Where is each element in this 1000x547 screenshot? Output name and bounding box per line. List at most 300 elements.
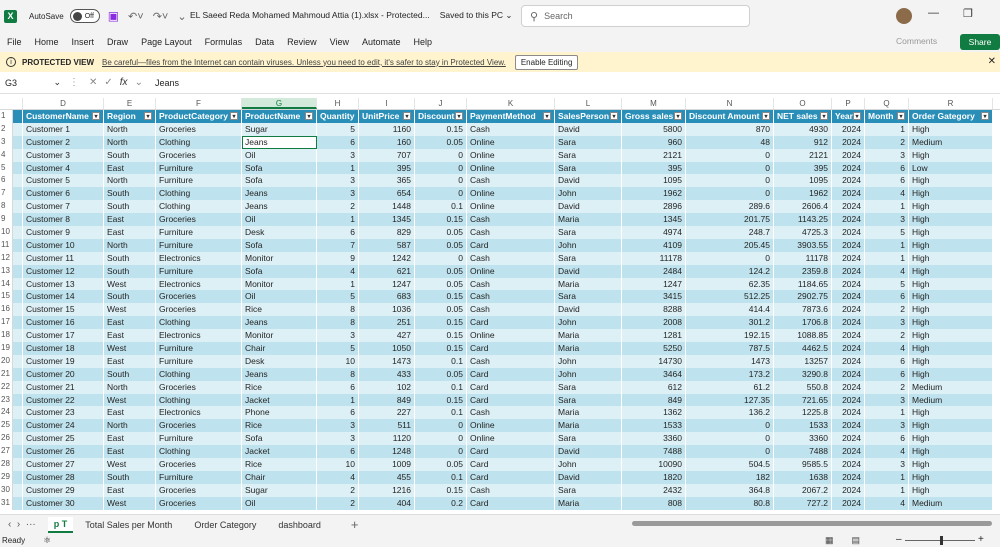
cell[interactable]: 6: [865, 162, 909, 175]
row-number[interactable]: 24: [0, 406, 13, 419]
cell-blank[interactable]: [13, 252, 23, 265]
cell[interactable]: 0.1: [415, 471, 467, 484]
cell[interactable]: 2606.4: [774, 200, 832, 213]
column-header-q[interactable]: Q: [865, 98, 909, 109]
column-header-corner[interactable]: [0, 98, 23, 109]
cell[interactable]: 5: [317, 290, 359, 303]
cell[interactable]: Customer 24: [23, 419, 104, 432]
cell[interactable]: East: [104, 213, 156, 226]
row-number[interactable]: 10: [0, 226, 13, 239]
cell[interactable]: 0: [686, 174, 774, 187]
cell[interactable]: 4: [865, 265, 909, 278]
cell[interactable]: High: [909, 355, 993, 368]
filter-dropdown-icon[interactable]: ▾: [853, 112, 861, 120]
cell-blank[interactable]: [13, 278, 23, 291]
cell[interactable]: Customer 28: [23, 471, 104, 484]
cell[interactable]: High: [909, 265, 993, 278]
cell[interactable]: Customer 14: [23, 290, 104, 303]
cell[interactable]: Rice: [242, 458, 317, 471]
filter-dropdown-icon[interactable]: ▾: [897, 112, 905, 120]
cell[interactable]: 0: [415, 419, 467, 432]
cell[interactable]: John: [555, 187, 622, 200]
cell[interactable]: Card: [467, 239, 555, 252]
cell[interactable]: East: [104, 316, 156, 329]
cell[interactable]: 0.05: [415, 226, 467, 239]
cell[interactable]: Jeans: [242, 316, 317, 329]
cell[interactable]: South: [104, 368, 156, 381]
cell[interactable]: 2: [865, 136, 909, 149]
cell[interactable]: 0.05: [415, 303, 467, 316]
cell[interactable]: 3415: [622, 290, 686, 303]
cell[interactable]: 1: [865, 200, 909, 213]
cell[interactable]: 2024: [832, 265, 865, 278]
cell[interactable]: West: [104, 303, 156, 316]
cell[interactable]: North: [104, 239, 156, 252]
cell[interactable]: 251: [359, 316, 415, 329]
cell[interactable]: Groceries: [156, 123, 242, 136]
cell[interactable]: Cash: [467, 303, 555, 316]
cell[interactable]: 2024: [832, 355, 865, 368]
cell[interactable]: David: [555, 303, 622, 316]
cell[interactable]: 4930: [774, 123, 832, 136]
cell[interactable]: High: [909, 303, 993, 316]
cell[interactable]: 1: [865, 484, 909, 497]
cell[interactable]: 289.6: [686, 200, 774, 213]
cell[interactable]: Oil: [242, 149, 317, 162]
cell[interactable]: David: [555, 265, 622, 278]
cell[interactable]: 80.8: [686, 497, 774, 510]
cell[interactable]: High: [909, 432, 993, 445]
cell[interactable]: Online: [467, 136, 555, 149]
header-cell[interactable]: [23, 110, 104, 123]
cell[interactable]: Card: [467, 471, 555, 484]
cell[interactable]: Furniture: [156, 174, 242, 187]
cell[interactable]: Customer 8: [23, 213, 104, 226]
cell[interactable]: 6: [317, 445, 359, 458]
header-cell[interactable]: [415, 110, 467, 123]
cell[interactable]: 4: [865, 187, 909, 200]
cell[interactable]: John: [555, 458, 622, 471]
zoom-in-icon[interactable]: +: [978, 534, 984, 545]
cell[interactable]: Oil: [242, 213, 317, 226]
cell[interactable]: 4462.5: [774, 342, 832, 355]
cell[interactable]: 2024: [832, 406, 865, 419]
cell[interactable]: High: [909, 226, 993, 239]
cell[interactable]: John: [555, 239, 622, 252]
cell[interactable]: Online: [467, 419, 555, 432]
cell[interactable]: 2432: [622, 484, 686, 497]
cell[interactable]: 3290.8: [774, 368, 832, 381]
cell[interactable]: Cash: [467, 123, 555, 136]
row-number[interactable]: 31: [0, 497, 13, 510]
cell[interactable]: 5: [865, 226, 909, 239]
cell-blank[interactable]: [13, 187, 23, 200]
cell[interactable]: Oil: [242, 290, 317, 303]
row-number[interactable]: 8: [0, 200, 13, 213]
cell[interactable]: 6: [317, 381, 359, 394]
cell[interactable]: 1638: [774, 471, 832, 484]
cell[interactable]: 2024: [832, 484, 865, 497]
minimize-icon[interactable]: —: [928, 7, 939, 19]
cell-blank[interactable]: [13, 406, 23, 419]
menu-review[interactable]: Review: [287, 37, 317, 47]
cell[interactable]: 0: [415, 445, 467, 458]
cell[interactable]: High: [909, 445, 993, 458]
cell[interactable]: High: [909, 316, 993, 329]
cell[interactable]: 404: [359, 497, 415, 510]
cell[interactable]: 1533: [774, 419, 832, 432]
cell[interactable]: 1: [317, 278, 359, 291]
cell[interactable]: 2024: [832, 303, 865, 316]
cell[interactable]: Electronics: [156, 252, 242, 265]
cell-blank[interactable]: [13, 239, 23, 252]
customize-qat-icon[interactable]: ⌄: [177, 10, 187, 23]
add-sheet-icon[interactable]: +: [350, 517, 359, 532]
cell[interactable]: Sugar: [242, 484, 317, 497]
row-number[interactable]: 20: [0, 355, 13, 368]
cell[interactable]: 1184.65: [774, 278, 832, 291]
cell[interactable]: North: [104, 123, 156, 136]
sheet-nav-icons[interactable]: ‹ › ···: [8, 519, 36, 530]
cell[interactable]: 102: [359, 381, 415, 394]
cell[interactable]: 4: [865, 497, 909, 510]
cell[interactable]: 2008: [622, 316, 686, 329]
cell[interactable]: 3: [865, 149, 909, 162]
more-icon[interactable]: ⋮: [69, 77, 79, 88]
cell[interactable]: 1160: [359, 123, 415, 136]
cell[interactable]: 2024: [832, 200, 865, 213]
cell[interactable]: Medium: [909, 381, 993, 394]
row-number[interactable]: 7: [0, 187, 13, 200]
insert-function-icon[interactable]: fx: [119, 77, 128, 88]
cell[interactable]: South: [104, 252, 156, 265]
cell[interactable]: High: [909, 471, 993, 484]
cell[interactable]: High: [909, 342, 993, 355]
cell[interactable]: 5250: [622, 342, 686, 355]
cell[interactable]: 0: [686, 445, 774, 458]
cell[interactable]: David: [555, 123, 622, 136]
close-icon[interactable]: ✕: [987, 56, 996, 67]
cell[interactable]: High: [909, 200, 993, 213]
cell[interactable]: 1050: [359, 342, 415, 355]
cell[interactable]: Groceries: [156, 290, 242, 303]
cell[interactable]: Monitor: [242, 329, 317, 342]
cell-blank[interactable]: [13, 342, 23, 355]
cell[interactable]: 6: [317, 406, 359, 419]
cell[interactable]: 2484: [622, 265, 686, 278]
cell[interactable]: 727.2: [774, 497, 832, 510]
cell[interactable]: Furniture: [156, 471, 242, 484]
cell[interactable]: 1362: [622, 406, 686, 419]
cell[interactable]: Customer 18: [23, 342, 104, 355]
cell[interactable]: Card: [467, 368, 555, 381]
column-header-n[interactable]: N: [686, 98, 774, 109]
column-header-r[interactable]: R: [909, 98, 993, 109]
cell[interactable]: 654: [359, 187, 415, 200]
cell[interactable]: 248.7: [686, 226, 774, 239]
menu-formulas[interactable]: Formulas: [204, 37, 243, 47]
cell[interactable]: Card: [467, 342, 555, 355]
header-cell[interactable]: [242, 110, 317, 123]
cell[interactable]: 1: [865, 239, 909, 252]
cell[interactable]: 10: [317, 355, 359, 368]
cell-blank[interactable]: [13, 316, 23, 329]
cell[interactable]: 3903.55: [774, 239, 832, 252]
avatar[interactable]: [896, 8, 912, 24]
cell[interactable]: Customer 22: [23, 394, 104, 407]
tab-order-category[interactable]: Order Category: [194, 519, 257, 530]
cell[interactable]: Customer 9: [23, 226, 104, 239]
cell[interactable]: 1533: [622, 419, 686, 432]
cell[interactable]: Groceries: [156, 381, 242, 394]
cell[interactable]: 1095: [622, 174, 686, 187]
cell[interactable]: 1088.85: [774, 329, 832, 342]
cell[interactable]: Groceries: [156, 484, 242, 497]
cell[interactable]: 3: [317, 174, 359, 187]
cell[interactable]: 3: [865, 458, 909, 471]
cell[interactable]: Clothing: [156, 316, 242, 329]
cell[interactable]: Furniture: [156, 342, 242, 355]
cell[interactable]: 3: [317, 419, 359, 432]
cell[interactable]: Card: [467, 316, 555, 329]
cell-blank[interactable]: [13, 484, 23, 497]
cell[interactable]: Sara: [555, 162, 622, 175]
cell[interactable]: Desk: [242, 226, 317, 239]
cell[interactable]: Online: [467, 200, 555, 213]
cell[interactable]: 61.2: [686, 381, 774, 394]
cell[interactable]: 2024: [832, 136, 865, 149]
cell[interactable]: High: [909, 329, 993, 342]
filter-dropdown-icon[interactable]: ▾: [674, 112, 682, 120]
cell[interactable]: 3: [865, 419, 909, 432]
cell[interactable]: Sara: [555, 381, 622, 394]
cell[interactable]: 0: [686, 149, 774, 162]
cell[interactable]: 2024: [832, 329, 865, 342]
cell[interactable]: 1448: [359, 200, 415, 213]
cell[interactable]: High: [909, 174, 993, 187]
cell[interactable]: Maria: [555, 342, 622, 355]
cell[interactable]: 395: [359, 162, 415, 175]
cell[interactable]: 0.1: [415, 406, 467, 419]
enable-editing-button[interactable]: Enable Editing: [515, 55, 579, 70]
cell[interactable]: 7873.6: [774, 303, 832, 316]
cell[interactable]: High: [909, 278, 993, 291]
cell[interactable]: David: [555, 174, 622, 187]
cell[interactable]: 4109: [622, 239, 686, 252]
cell[interactable]: Rice: [242, 419, 317, 432]
cell[interactable]: 6: [865, 432, 909, 445]
row-number[interactable]: 13: [0, 265, 13, 278]
cell[interactable]: 433: [359, 368, 415, 381]
cell-blank[interactable]: [13, 174, 23, 187]
cell-blank[interactable]: [13, 445, 23, 458]
cell[interactable]: 10090: [622, 458, 686, 471]
cell[interactable]: Electronics: [156, 329, 242, 342]
page-layout-icon[interactable]: ▤: [851, 535, 861, 545]
cell[interactable]: Online: [467, 265, 555, 278]
cell[interactable]: Furniture: [156, 226, 242, 239]
cell-blank[interactable]: [13, 265, 23, 278]
column-header-g[interactable]: G: [242, 98, 317, 109]
row-number[interactable]: 6: [0, 174, 13, 187]
cell[interactable]: 8: [317, 368, 359, 381]
cell-blank[interactable]: [13, 200, 23, 213]
cell[interactable]: 62.35: [686, 278, 774, 291]
cell[interactable]: Cash: [467, 355, 555, 368]
cell-blank[interactable]: [13, 123, 23, 136]
cell[interactable]: 849: [359, 394, 415, 407]
cell[interactable]: Groceries: [156, 213, 242, 226]
cell[interactable]: 0: [415, 432, 467, 445]
cell[interactable]: 2: [865, 381, 909, 394]
cell[interactable]: East: [104, 484, 156, 497]
cell[interactable]: 0.15: [415, 316, 467, 329]
column-header-f[interactable]: F: [156, 98, 242, 109]
cell[interactable]: 3: [317, 432, 359, 445]
cell[interactable]: 0.05: [415, 278, 467, 291]
cell[interactable]: Oil: [242, 497, 317, 510]
row-number[interactable]: 26: [0, 432, 13, 445]
cell[interactable]: 2024: [832, 342, 865, 355]
cell[interactable]: Desk: [242, 355, 317, 368]
cell[interactable]: 205.45: [686, 239, 774, 252]
chevron-down-icon[interactable]: ⌄: [134, 77, 143, 88]
cell-blank[interactable]: [13, 432, 23, 445]
header-cell[interactable]: [832, 110, 865, 123]
menu-file[interactable]: File: [7, 37, 22, 47]
cell[interactable]: 3: [317, 149, 359, 162]
cell[interactable]: South: [104, 149, 156, 162]
filter-dropdown-icon[interactable]: ▾: [144, 112, 152, 120]
cell[interactable]: 414.4: [686, 303, 774, 316]
cell[interactable]: 1: [865, 252, 909, 265]
cell[interactable]: High: [909, 368, 993, 381]
cell[interactable]: North: [104, 174, 156, 187]
cell[interactable]: Cash: [467, 174, 555, 187]
zoom-out-icon[interactable]: –: [896, 534, 902, 545]
cell[interactable]: 1962: [622, 187, 686, 200]
row-number[interactable]: 27: [0, 445, 13, 458]
menu-page-layout[interactable]: Page Layout: [141, 37, 192, 47]
cell[interactable]: Customer 15: [23, 303, 104, 316]
cell[interactable]: Customer 26: [23, 445, 104, 458]
header-cell[interactable]: [686, 110, 774, 123]
cell[interactable]: 3: [865, 213, 909, 226]
cell[interactable]: Jeans: [242, 136, 317, 149]
cell[interactable]: 870: [686, 123, 774, 136]
cell[interactable]: Customer 1: [23, 123, 104, 136]
cell[interactable]: East: [104, 406, 156, 419]
cell[interactable]: Sofa: [242, 174, 317, 187]
cell[interactable]: 2902.75: [774, 290, 832, 303]
document-title[interactable]: [190, 10, 513, 21]
cell[interactable]: Sara: [555, 136, 622, 149]
cell[interactable]: Sofa: [242, 265, 317, 278]
cell[interactable]: Rice: [242, 303, 317, 316]
horizontal-scrollbar[interactable]: [632, 521, 992, 526]
cell[interactable]: Sara: [555, 290, 622, 303]
cell[interactable]: 2067.2: [774, 484, 832, 497]
cell[interactable]: 1281: [622, 329, 686, 342]
column-header-e[interactable]: E: [104, 98, 156, 109]
cell-blank[interactable]: [13, 329, 23, 342]
cell[interactable]: 3464: [622, 368, 686, 381]
redo-icon[interactable]: ↷˅: [152, 10, 169, 23]
cell[interactable]: 201.75: [686, 213, 774, 226]
cell[interactable]: Customer 29: [23, 484, 104, 497]
cell[interactable]: 2024: [832, 445, 865, 458]
cell[interactable]: 2024: [832, 123, 865, 136]
cell[interactable]: 8: [317, 303, 359, 316]
cell[interactable]: Cash: [467, 278, 555, 291]
cell[interactable]: 0: [415, 174, 467, 187]
cell[interactable]: West: [104, 278, 156, 291]
cell[interactable]: 1962: [774, 187, 832, 200]
filter-dropdown-icon[interactable]: ▾: [230, 112, 238, 120]
cell[interactable]: West: [104, 497, 156, 510]
cell[interactable]: Furniture: [156, 162, 242, 175]
cell[interactable]: 0: [686, 162, 774, 175]
cell[interactable]: 550.8: [774, 381, 832, 394]
cell[interactable]: 365: [359, 174, 415, 187]
menu-data[interactable]: Data: [255, 37, 275, 47]
cell[interactable]: North: [104, 136, 156, 149]
cell[interactable]: North: [104, 419, 156, 432]
cell[interactable]: 2024: [832, 316, 865, 329]
cell[interactable]: Online: [467, 162, 555, 175]
cell-blank[interactable]: [13, 497, 23, 510]
column-header-k[interactable]: K: [467, 98, 555, 109]
cell[interactable]: South: [104, 265, 156, 278]
cell[interactable]: 1095: [774, 174, 832, 187]
cell[interactable]: High: [909, 252, 993, 265]
cell[interactable]: Medium: [909, 497, 993, 510]
cell[interactable]: Groceries: [156, 419, 242, 432]
spreadsheet-grid[interactable]: [0, 98, 1000, 513]
cell[interactable]: 0: [686, 252, 774, 265]
protected-message-text[interactable]: Be careful—files from the Internet can contain viruses. Unless you need to edit, it's safer to stay in Protected View.: [102, 57, 506, 67]
cell[interactable]: 2024: [832, 213, 865, 226]
cell[interactable]: Customer 27: [23, 458, 104, 471]
cell[interactable]: 6: [865, 355, 909, 368]
cell[interactable]: 0.15: [415, 213, 467, 226]
cell[interactable]: 173.2: [686, 368, 774, 381]
cell[interactable]: 0: [686, 432, 774, 445]
cell[interactable]: Online: [467, 187, 555, 200]
cell[interactable]: 0: [686, 419, 774, 432]
cell[interactable]: Jacket: [242, 445, 317, 458]
row-number[interactable]: 30: [0, 484, 13, 497]
cell[interactable]: Cash: [467, 290, 555, 303]
cell[interactable]: Cash: [467, 226, 555, 239]
cell[interactable]: Customer 17: [23, 329, 104, 342]
zoom-slider-knob[interactable]: [940, 536, 943, 545]
cell[interactable]: High: [909, 290, 993, 303]
cell[interactable]: 1: [865, 406, 909, 419]
header-cell[interactable]: [467, 110, 555, 123]
cell[interactable]: Maria: [555, 406, 622, 419]
cell[interactable]: 4974: [622, 226, 686, 239]
cell[interactable]: 7488: [622, 445, 686, 458]
cell[interactable]: 10: [317, 458, 359, 471]
cell[interactable]: Low: [909, 162, 993, 175]
cell[interactable]: 808: [622, 497, 686, 510]
cell-blank[interactable]: [13, 303, 23, 316]
name-box[interactable]: [1, 75, 65, 91]
menu-draw[interactable]: Draw: [107, 37, 129, 47]
cell[interactable]: Customer 11: [23, 252, 104, 265]
cell[interactable]: 0.05: [415, 265, 467, 278]
